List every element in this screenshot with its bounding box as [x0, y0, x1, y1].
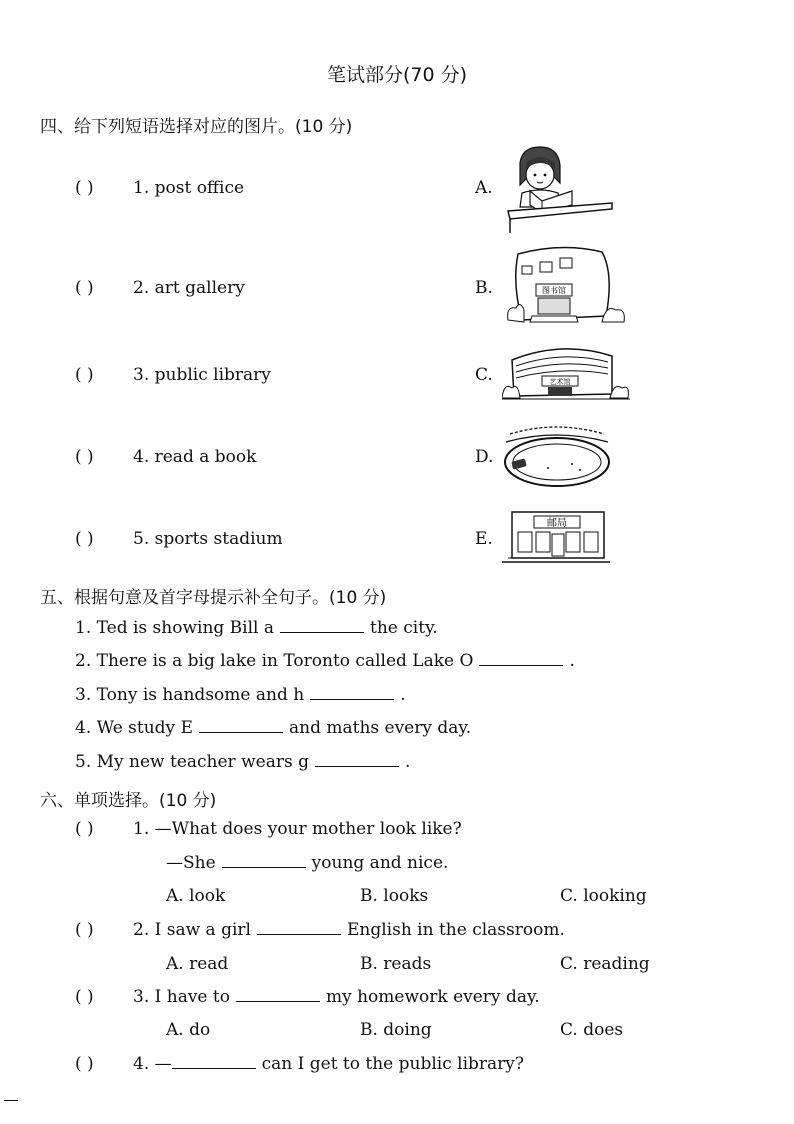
- answer-blank[interactable]: [315, 752, 399, 767]
- section-5-heading: 五、根据句意及首字母提示补全句子。(10 分): [40, 588, 387, 608]
- phrase-1: 1. post office: [133, 178, 245, 198]
- sentence-text: 5. My new teacher wears g: [75, 752, 309, 772]
- answer-blank[interactable]: [280, 618, 364, 633]
- page-title: 笔试部分(70 分): [326, 64, 468, 86]
- sentence-text: 2. There is a big lake in Toronto called Lake O: [75, 651, 474, 671]
- sentence-text: the city.: [370, 618, 438, 638]
- question-3: [133, 987, 540, 1007]
- option-b-label: B.: [475, 278, 493, 298]
- option-a-label: A.: [475, 178, 493, 198]
- sentence-text: 1. Ted is showing Bill a: [75, 618, 275, 638]
- answer-blank[interactable]: [479, 651, 563, 666]
- option-b[interactable]: B. reads: [360, 954, 432, 974]
- fill-sentence-2: [75, 651, 575, 671]
- option-e-label: E.: [475, 529, 493, 549]
- sports-stadium-image: [500, 420, 614, 490]
- library-building-image: [502, 244, 628, 329]
- fill-sentence-4: [75, 718, 471, 738]
- option-c[interactable]: C. does: [560, 1020, 624, 1040]
- option-a[interactable]: A. look: [166, 886, 226, 906]
- sentence-text: .: [400, 685, 406, 705]
- sentence-text: —She: [166, 853, 216, 873]
- answer-paren[interactable]: ( ): [75, 529, 94, 549]
- option-a[interactable]: A. do: [166, 1020, 211, 1040]
- answer-paren[interactable]: ( ): [75, 447, 94, 467]
- answer-paren[interactable]: ( ): [75, 920, 94, 940]
- option-c[interactable]: C. reading: [560, 954, 650, 974]
- answer-paren[interactable]: ( ): [75, 178, 94, 198]
- page-edge-mark: [4, 1100, 18, 1101]
- post-office-image: [500, 508, 612, 568]
- question-1-line-a: 1. —What does your mother look like?: [133, 819, 462, 839]
- section-4-heading: 四、给下列短语选择对应的图片。(10 分): [40, 117, 353, 137]
- phrase-2: 2. art gallery: [133, 278, 245, 298]
- fill-sentence-3: [75, 685, 406, 705]
- fill-sentence-5: [75, 752, 410, 772]
- sentence-text: and maths every day.: [288, 718, 472, 738]
- question-1-line-b: [166, 853, 448, 873]
- girl-reading-image: [500, 145, 615, 235]
- answer-blank[interactable]: [172, 1054, 256, 1069]
- answer-paren[interactable]: ( ): [75, 819, 94, 839]
- answer-blank[interactable]: [236, 987, 320, 1002]
- answer-blank[interactable]: [199, 718, 283, 733]
- answer-paren[interactable]: ( ): [75, 1054, 94, 1074]
- art-gallery-image: [502, 342, 630, 404]
- phrase-3: 3. public library: [133, 365, 271, 385]
- answer-blank[interactable]: [222, 853, 306, 868]
- sentence-text: my homework every day.: [325, 987, 540, 1007]
- question-2: [133, 920, 565, 940]
- sentence-text: English in the classroom.: [346, 920, 565, 940]
- library-sign-text: 图书馆: [542, 286, 566, 295]
- sentence-text: young and nice.: [311, 853, 449, 873]
- option-a[interactable]: A. read: [166, 954, 229, 974]
- sentence-text: 3. I have to: [133, 987, 230, 1007]
- sentence-text: .: [404, 752, 411, 772]
- sentence-text: 3. Tony is handsome and h: [75, 685, 305, 705]
- option-c-label: C.: [475, 365, 493, 385]
- option-c[interactable]: C. looking: [560, 886, 647, 906]
- sentence-text: 4. We study E: [75, 718, 193, 738]
- fill-sentence-1: [75, 618, 438, 638]
- sentence-text: .: [569, 651, 575, 671]
- option-b[interactable]: B. looks: [360, 886, 429, 906]
- phrase-5: 5. sports stadium: [133, 529, 283, 549]
- option-d-label: D.: [475, 447, 494, 467]
- answer-blank[interactable]: [257, 920, 341, 935]
- option-b[interactable]: B. doing: [360, 1020, 432, 1040]
- section-6-heading: 六、单项选择。(10 分): [40, 791, 217, 811]
- answer-paren[interactable]: ( ): [75, 365, 94, 385]
- answer-paren[interactable]: ( ): [75, 987, 94, 1007]
- phrase-4: 4. read a book: [133, 447, 257, 467]
- sentence-text: 4. —: [133, 1054, 172, 1074]
- question-4: [133, 1054, 524, 1074]
- sentence-text: 2. I saw a girl: [133, 920, 251, 940]
- answer-paren[interactable]: ( ): [75, 278, 94, 298]
- answer-blank[interactable]: [310, 685, 394, 700]
- post-office-sign-text: 邮局: [547, 518, 567, 529]
- gallery-sign-text: 艺术馆: [549, 378, 571, 386]
- sentence-text: can I get to the public library?: [261, 1054, 525, 1074]
